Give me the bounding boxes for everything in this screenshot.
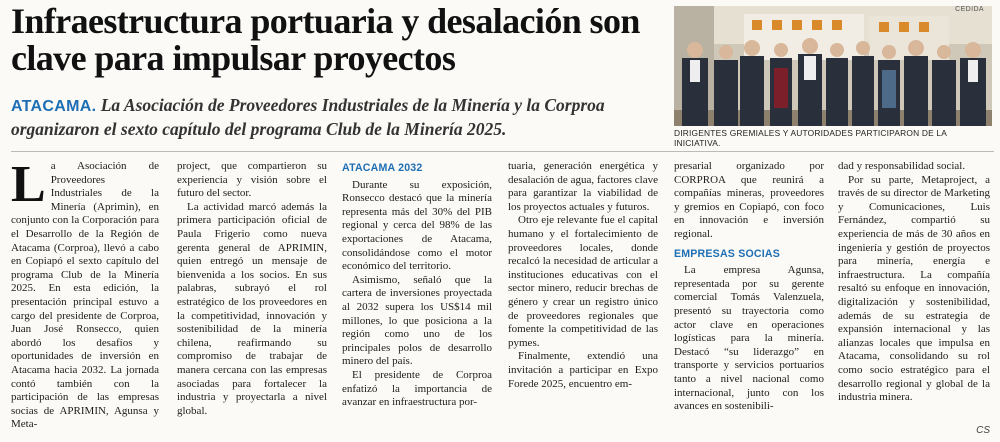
- column-2: [177, 160, 327, 418]
- column-3: [342, 160, 492, 410]
- col6-paragraph-2: Por su parte, Metaproject, a través de su director de Marketing y Comunicaciones, Luis Fernández, compartió su experiencia de más de 30 años en ingeniería y gestión de proyectos para minería, energía e infraestructura. La compañía resaltó su enfoque en innovación, digitalización y sostenibilidad, además de su estrategia de expansión internacional y las alianzas locales que impulsa en Atacama, consolidando su rol como socio estratégico para el desarrollo regional y global de la industria minera.: [838, 173, 990, 404]
- end-mark: CS: [976, 425, 990, 436]
- article-photo: [674, 6, 992, 126]
- col2-paragraph-2: La actividad marcó además la primera participación oficial de Paula Frigerio como nueva gerenta general de APRIMIN, quien entregó un mensaje de bienvenida a los socios. En sus palabras, subrayó el rol estratégico de los proveedores en la competitividad, innovación y sostenibilidad de la minería chilena, reafirmando su compromiso de trabajar de manera cercana con las empresas asociadas para fortalecer la industria y proyectarla a nivel global.: [177, 200, 327, 417]
- lead-place: ATACAMA.: [11, 98, 97, 115]
- col2-paragraph-1: project, que compartieron su experiencia y visión sobre el futuro del sector.: [177, 160, 327, 200]
- photo-credit: CEDIDA: [955, 6, 984, 13]
- headline: Infraestructura portuaria y desalación son clave para impulsar proyectos: [11, 1, 640, 78]
- lead-text: La Asociación de Proveedores Industriales de la Minería y la Corproa organizaron el sexto capítulo del programa Club de la Minería 2025.: [11, 95, 605, 139]
- column-6: [838, 160, 990, 405]
- column-1: [11, 156, 159, 432]
- col3-paragraph-1: Durante su exposición, Ronsecco destacó que la minería representa más del 30% del PIB regional y cerca del 98% de las exportaciones de Atacama, consolidándose como el motor económico del territorio.: [342, 178, 492, 273]
- subheading-empresas-socias: EMPRESAS SOCIAS: [674, 247, 781, 260]
- col5-paragraph-1: presarial organizado por CORPROA que reunirá a compañías mineras, proveedores y gremios en Copiapó, con foco en innovación e inversión regional.: [674, 160, 824, 240]
- column-4: [508, 160, 658, 391]
- col4-paragraph-3: Finalmente, extendió una invitación a participar en Expo Forede 2025, encuentro em-: [508, 350, 658, 390]
- divider: [11, 151, 994, 152]
- subheading-atacama-2032: ATACAMA 2032: [342, 162, 423, 174]
- group-photo-illustration: [674, 6, 992, 126]
- dropcap: L: [11, 156, 46, 213]
- photo-caption: DIRIGENTES GREMIALES Y AUTORIDADES PARTICIPARON DE LA INICIATIVA.: [674, 128, 947, 148]
- col4-paragraph-1: tuaria, generación energética y desalación de agua, factores clave para garantizar la viabilidad de los proyectos actuales y futuros.: [508, 160, 658, 213]
- col3-paragraph-3: El presidente de Corproa enfatizó la importancia de avanzar en infraestructura por-: [342, 368, 492, 409]
- col4-paragraph-2: Otro eje relevante fue el capital humano y el fortalecimiento de proveedores locales, donde recalcó la necesidad de articular a instituciones educativas con el sector minero, reducir brechas de género y crear un registro único de proveedores regionales que fomente la competitividad de las pymes.: [508, 214, 658, 349]
- col5-paragraph-2: La empresa Agunsa, representada por su gerente comercial Tomás Valenzuela, presentó su trayectoria como actor clave en operaciones logísticas para la minería. Destacó “su liderazgo” en transporte y servicios portuarios tanto a nivel nacional como internacional, junto con los avances en sostenibili-: [674, 264, 824, 413]
- col1-paragraph: a Asociación de Proveedores Industriales de la Minería (Aprimin), en conjunto con la Corporación para el Desarrollo de la Región de Atacama (Corproa), llevó a cabo en Copiapó el sexto capítulo del programa Club de la Minería 2025. En esta edición, la presentación principal estuvo a cargo del presidente de Corproa, Juan José Ronsecco, quien abordó los desafíos y oportunidades de inversión en Atacama hacia 2032. La jornada contó también con la participación de las empresas socias de APRIMIN, Agunsa y Meta-: [11, 160, 159, 431]
- lead-paragraph: [11, 94, 661, 140]
- column-5: [674, 160, 824, 414]
- col3-paragraph-2: Asimismo, señaló que la cartera de inversiones proyectada al 2032 supera los US$14 mil millones, lo que posiciona a la región como uno de los principales polos de desarrollo minero del país.: [342, 273, 492, 368]
- col6-paragraph-1: dad y responsabilidad social.: [838, 160, 966, 172]
